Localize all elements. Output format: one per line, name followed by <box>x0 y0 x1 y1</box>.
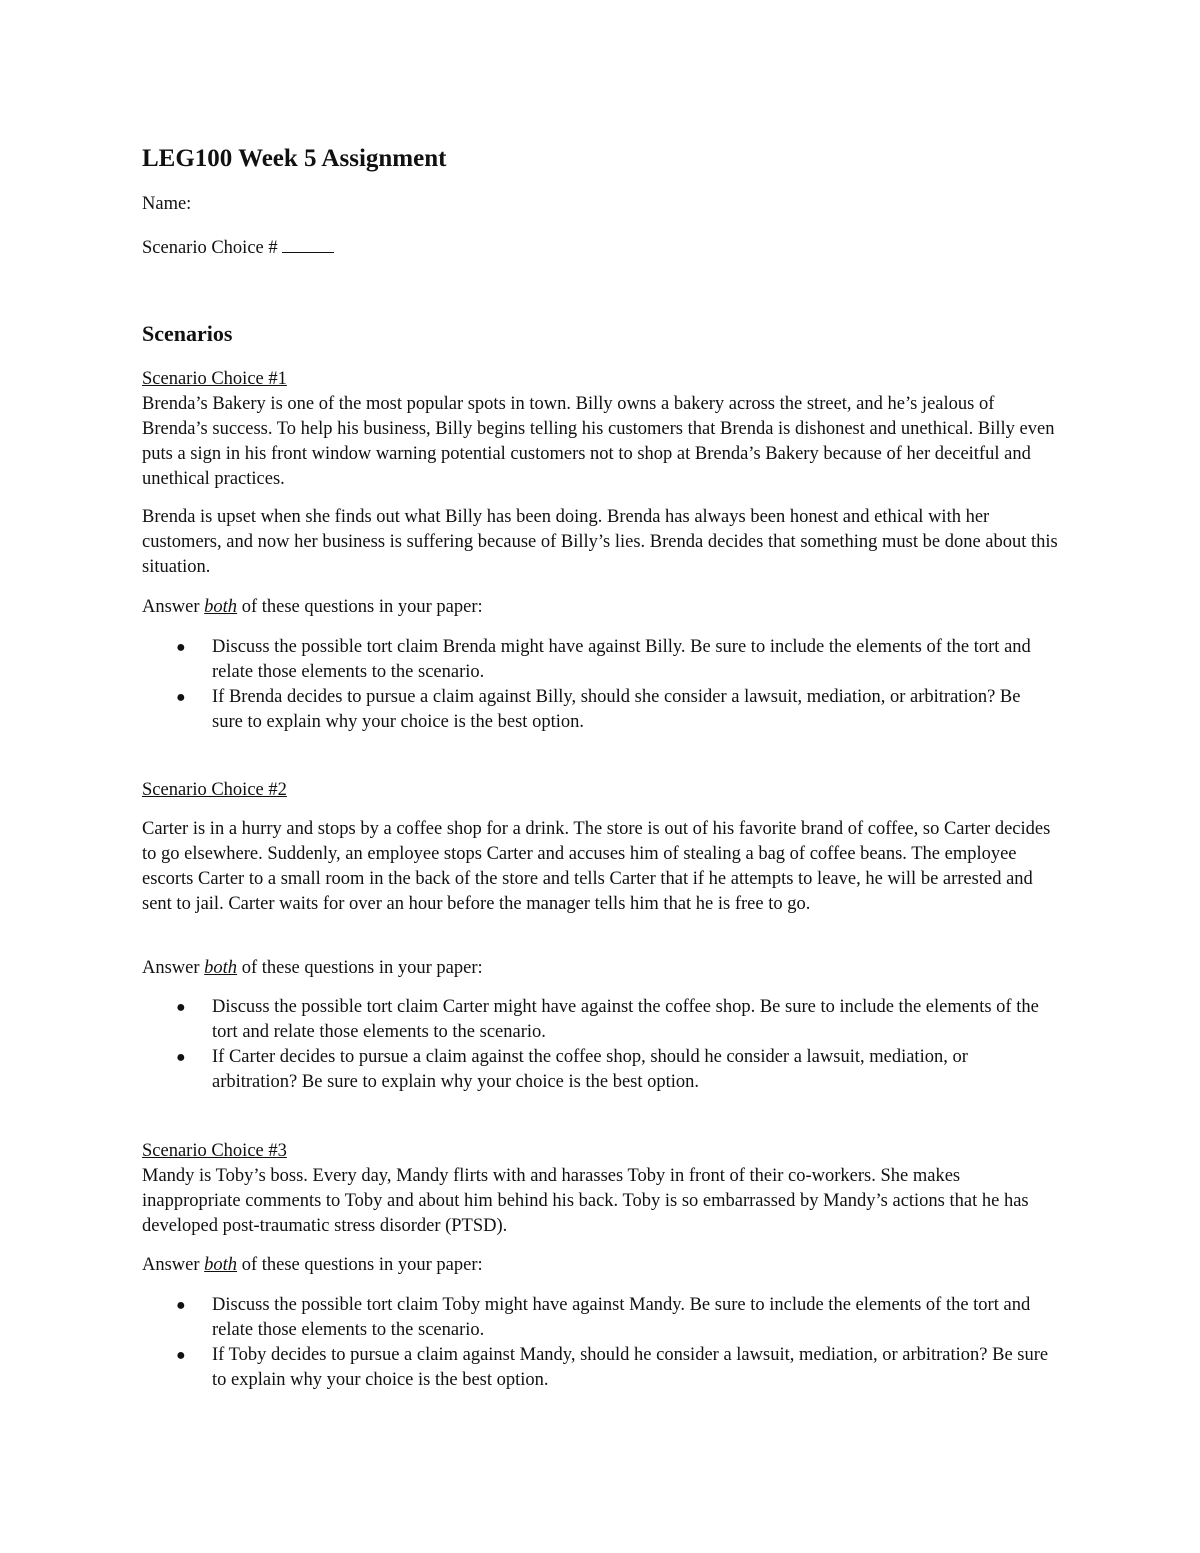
scenario-3-question-list <box>142 1293 1052 1393</box>
list-item-text: If Carter decides to pursue a claim against the coffee shop, should he consider a lawsuit, mediation, or arbitration? Be sure to explain why your choice is the best option. <box>212 1047 968 1092</box>
scenario-1-paragraph-2 <box>142 505 1062 580</box>
list-item <box>142 1045 1052 1095</box>
scenario-1-answer-instruction <box>142 595 483 620</box>
answer-suffix: of these questions in your paper: <box>241 597 483 617</box>
bullet-icon: ● <box>176 999 186 1016</box>
scenario-choice-label: Scenario Choice # <box>142 238 278 258</box>
list-item <box>142 635 1052 685</box>
answer-prefix: Answer <box>142 1255 200 1275</box>
scenario-3-text-1: Mandy is Toby’s boss. Every day, Mandy flirts with and harasses Toby in front of their co-workers. She makes inappropriate comments to Toby and about him behind his back. Toby is so embarrassed by Mandy’s actions that he has developed post-traumatic stress disorder (PTSD). <box>142 1166 1029 1236</box>
scenario-3-heading: Scenario Choice #3 <box>142 1141 287 1161</box>
list-item <box>142 1343 1052 1393</box>
list-item <box>142 1293 1052 1343</box>
list-item-text: Discuss the possible tort claim Carter might have against the coffee shop. Be sure to include the elements of the tort and relate those elements to the scenario. <box>212 997 1039 1042</box>
list-item-text: If Brenda decides to pursue a claim against Billy, should she consider a lawsuit, mediation, or arbitration? Be sure to explain why your choice is the best option. <box>212 687 1021 732</box>
scenario-choice-line <box>142 236 334 261</box>
scenario-1-text-1: Brenda’s Bakery is one of the most popular spots in town. Billy owns a bakery across the street, and he’s jealous of Brenda’s success. To help his business, Billy begins telling his customers that Brenda is dishonest and unethical. Billy even puts a sign in his front window warning potential customers not to shop at Brenda’s Bakery because of her deceitful and unethical practices. <box>142 394 1055 489</box>
scenario-2-text-1: Carter is in a hurry and stops by a coffee shop for a drink. The store is out of his favorite brand of coffee, so Carter decides to go elsewhere. Suddenly, an employee stops Carter and accuses him of stealing a bag of coffee beans. The employee escorts Carter to a small room in the back of the store and tells Carter that if he attempts to leave, he will be arrested and sent to jail. Carter waits for over an hour before the manager tells him that he is free to go. <box>142 819 1051 914</box>
bullet-icon: ● <box>176 1297 186 1314</box>
list-item-text: Discuss the possible tort claim Toby might have against Mandy. Be sure to include the elements of the tort and relate those elements to the scenario. <box>212 1295 1031 1340</box>
answer-emphasis: both <box>204 1255 238 1275</box>
scenario-2-answer-instruction <box>142 956 483 981</box>
answer-emphasis: both <box>204 958 238 978</box>
bullet-icon: ● <box>176 639 186 656</box>
list-item <box>142 685 1052 735</box>
scenario-1-text-2: Brenda is upset when she finds out what Billy has been doing. Brenda has always been honest and ethical with her customers, and now her business is suffering because of Billy’s lies. Brenda decides that something must be done about this situation. <box>142 507 1058 577</box>
scenario-1-heading: Scenario Choice #1 <box>142 369 287 389</box>
answer-suffix: of these questions in your paper: <box>241 958 483 978</box>
bullet-icon: ● <box>176 1049 186 1066</box>
list-item-text: Discuss the possible tort claim Brenda might have against Billy. Be sure to include the elements of the tort and relate those elements to the scenario. <box>212 637 1031 682</box>
scenario-choice-blank <box>282 238 334 253</box>
scenario-1-question-list <box>142 635 1052 735</box>
section-heading-scenarios: Scenarios <box>142 321 233 346</box>
list-item-text: If Toby decides to pursue a claim against Mandy, should he consider a lawsuit, mediation, or arbitration? Be sure to explain why your choice is the best option. <box>212 1345 1049 1390</box>
scenario-1-paragraph-1 <box>142 392 1062 492</box>
name-field-line <box>142 192 191 217</box>
scenario-2-paragraph-1 <box>142 817 1062 917</box>
scenario-3-answer-instruction <box>142 1253 483 1278</box>
scenario-3-paragraph-1 <box>142 1164 1062 1239</box>
bullet-icon: ● <box>176 1347 186 1364</box>
answer-suffix: of these questions in your paper: <box>241 1255 483 1275</box>
answer-prefix: Answer <box>142 958 200 978</box>
name-label: Name: <box>142 194 192 214</box>
answer-prefix: Answer <box>142 597 200 617</box>
bullet-icon: ● <box>176 689 186 706</box>
scenario-2-heading: Scenario Choice #2 <box>142 780 287 800</box>
answer-emphasis: both <box>204 597 238 617</box>
document-title: LEG100 Week 5 Assignment <box>142 145 447 172</box>
list-item <box>142 995 1052 1045</box>
scenario-2-question-list <box>142 995 1052 1095</box>
